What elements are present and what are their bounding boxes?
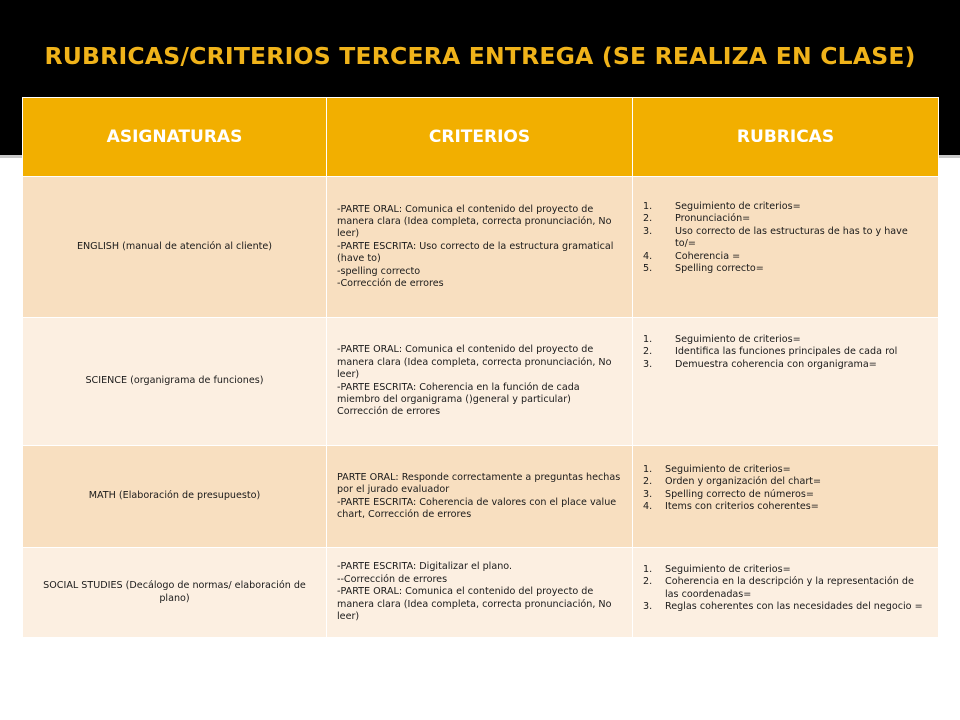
rubric-text: Seguimiento de criterios= [665, 464, 791, 475]
rubric-item [643, 263, 930, 275]
rubric-number: 2. [643, 576, 653, 588]
rubric-number: 1. [643, 201, 653, 212]
rubric-number: 4. [643, 250, 653, 262]
criteria-line: -Corrección de errores [337, 278, 444, 290]
criteria-line: -PARTE ESCRITA: Coherencia de valores con el place value chart, Corrección de errores [337, 496, 617, 520]
rubric-item [643, 213, 930, 225]
rubric-text: Pronunciación= [675, 213, 751, 225]
rubric-text: Coherencia en la descripción y la representación de las coordenadas= [665, 576, 914, 600]
rubric-list [643, 464, 930, 514]
rubric-number: 2. [643, 346, 653, 358]
subject-cell: ENGLISH (manual de atención al cliente) [23, 177, 327, 318]
rubric-text: Seguimiento de criterios= [665, 564, 791, 575]
rubric-table [22, 97, 939, 638]
rubric-item [643, 489, 930, 501]
rubric-text: Spelling correcto= [675, 263, 764, 275]
slide-title: RUBRICAS/CRITERIOS TERCERA ENTREGA (SE REALIZA EN CLASE) [44, 42, 916, 70]
rubric-list [643, 201, 930, 275]
table-row-math [23, 446, 939, 548]
rubric-number: 1. [643, 464, 653, 475]
criteria-line: PARTE ORAL: Responde correctamente a preguntas hechas por el jurado evaluador [337, 471, 621, 496]
rubric-number: 4. [643, 501, 653, 513]
table-row-english [23, 177, 939, 318]
rubric-item [643, 601, 930, 613]
rubric-text: Orden y organización del chart= [665, 476, 822, 488]
criteria-line: -PARTE ESCRITA: Coherencia en la función de cada miembro del organigrama ()general y particular) Corrección de errores [337, 381, 580, 418]
rubric-text: Seguimiento de criterios= [675, 201, 801, 212]
rubric-cell [633, 548, 939, 638]
criteria-cell [327, 446, 633, 548]
criteria-line: -PARTE ESCRITA: Digitalizar el plano. [337, 561, 513, 573]
rubric-text: Items con criterios coherentes= [665, 501, 819, 513]
rubric-item [643, 251, 930, 263]
criteria-line: -PARTE ESCRITA: Uso correcto de la estructura gramatical (have to) [337, 240, 614, 265]
rubric-item [643, 464, 930, 476]
rubric-list [643, 564, 930, 614]
criteria-line: -PARTE ORAL: Comunica el contenido del proyecto de manera clara (Idea completa, correcta pronunciación, No leer) [337, 203, 612, 240]
rubric-number: 2. [643, 213, 653, 225]
table-header-row [23, 98, 939, 177]
rubric-cell [633, 446, 939, 548]
rubric-text: Demuestra coherencia con organigrama= [675, 358, 877, 370]
table-row-social-studies [23, 548, 939, 638]
rubric-number: 5. [643, 263, 653, 275]
rubric-text: Seguimiento de criterios= [675, 334, 801, 345]
rubric-text: Spelling correcto de números= [665, 488, 814, 500]
rubric-item [643, 334, 930, 346]
criteria-line: -spelling correcto [337, 265, 421, 277]
header-asignaturas: ASIGNATURAS [23, 98, 327, 177]
header-rubricas: RUBRICAS [633, 98, 939, 177]
rubric-item [643, 576, 930, 601]
rubric-item [643, 359, 930, 371]
criteria-cell [327, 318, 633, 446]
rubric-item [643, 226, 930, 251]
criteria-cell [327, 548, 633, 638]
rubric-text: Identifica las funciones principales de cada rol [675, 346, 898, 358]
criteria-line: --Corrección de errores [337, 573, 448, 585]
subject-cell: SCIENCE (organigrama de funciones) [23, 318, 327, 446]
rubric-text: Coherencia = [675, 250, 741, 262]
rubric-text: Reglas coherentes con las necesidades del negocio = [665, 601, 923, 613]
rubric-number: 3. [643, 601, 653, 613]
rubric-item [643, 501, 930, 513]
rubric-number: 1. [643, 564, 653, 575]
rubric-number: 3. [643, 225, 653, 237]
subject-cell: SOCIAL STUDIES (Decálogo de normas/ elaboración de plano) [23, 548, 327, 638]
table-row-science [23, 318, 939, 446]
rubric-number: 1. [643, 334, 653, 345]
rubric-item [643, 201, 930, 213]
rubric-item [643, 346, 930, 358]
rubric-cell [633, 177, 939, 318]
subject-cell: MATH (Elaboración de presupuesto) [23, 446, 327, 548]
rubric-number: 3. [643, 488, 653, 500]
criteria-line: -PARTE ORAL: Comunica el contenido del proyecto de manera clara (Idea completa, correcta pronunciación, No leer) [337, 344, 612, 381]
header-criterios: CRITERIOS [327, 98, 633, 177]
rubric-number: 2. [643, 476, 653, 488]
criteria-line: -PARTE ORAL: Comunica el contenido del proyecto de manera clara (Idea completa, correcta pronunciación, No leer) [337, 586, 612, 623]
criteria-cell [327, 177, 633, 318]
rubric-item [643, 564, 930, 576]
rubric-list [643, 334, 930, 371]
rubric-cell [633, 318, 939, 446]
rubric-item [643, 476, 930, 488]
rubric-number: 3. [643, 358, 653, 370]
rubric-text: Uso correcto de las estructuras de has to y have to/= [675, 225, 908, 250]
